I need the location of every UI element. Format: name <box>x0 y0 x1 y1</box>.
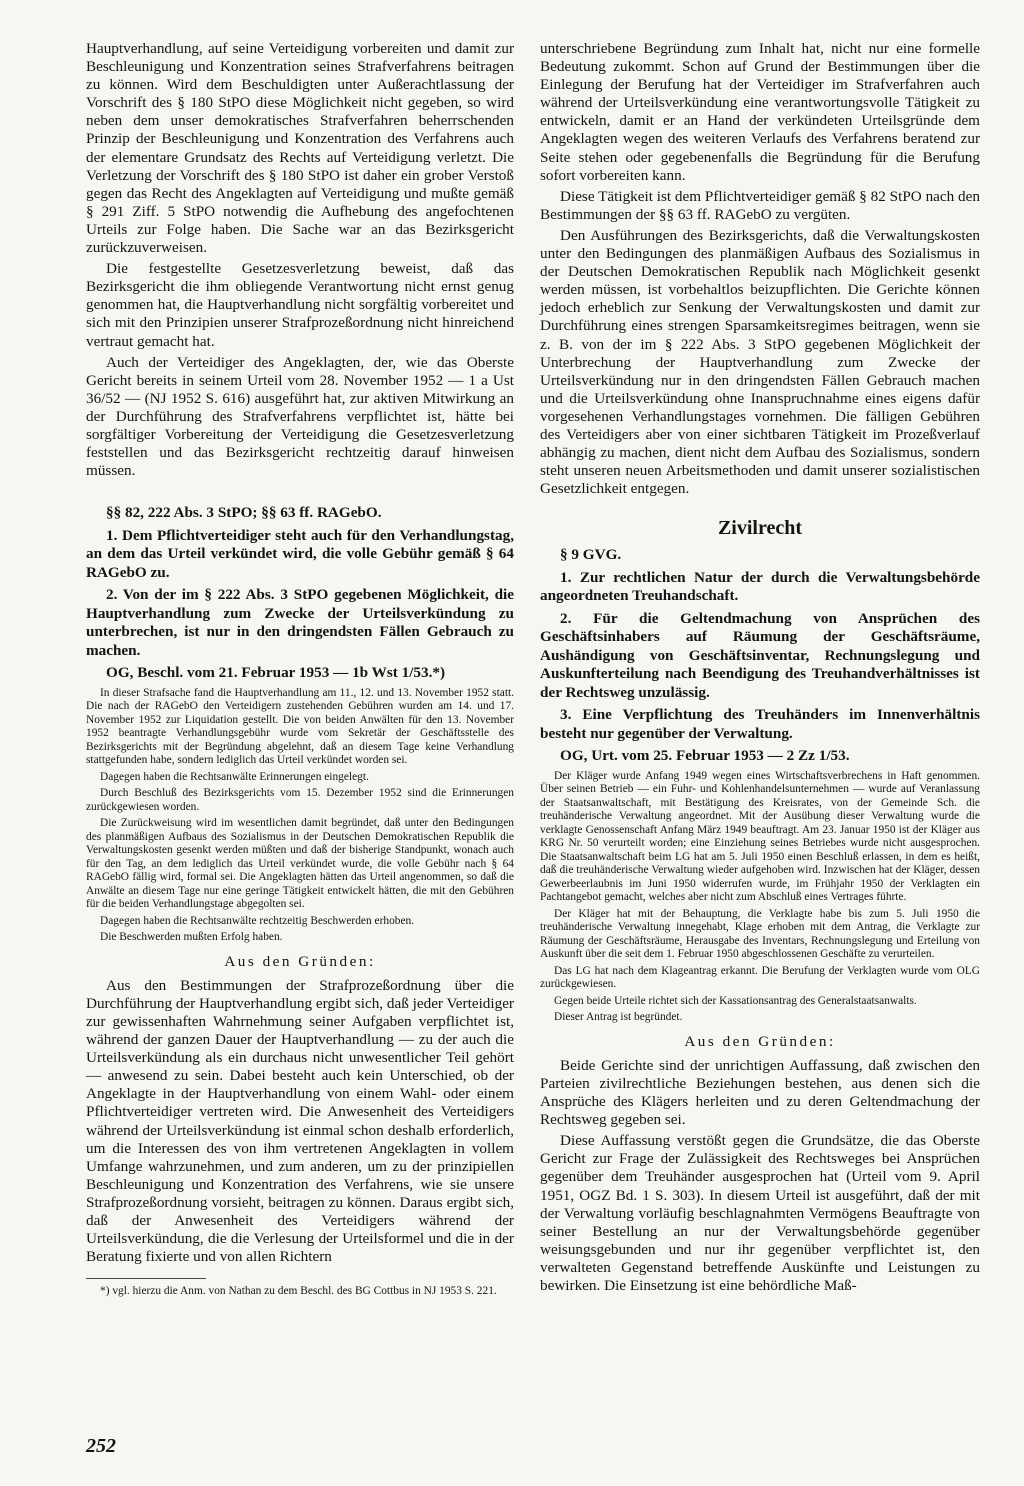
facts-paragraph: Gegen beide Urteile richtet sich der Kassationsantrag des Generalstaatsanwalts. <box>554 994 917 1007</box>
headnote: 2. Von der im § 222 Abs. 3 StPO gegebenen Möglichkeit, die Hauptverhandlung zum Zwecke der Urteilsverkündung zu unterbrechen, ist nur in den dringendsten Fällen Gebrauch zu machen. <box>86 586 514 659</box>
statute-reference: §§ 82, 222 Abs. 3 StPO; §§ 63 ff. RAGebO. <box>106 504 382 522</box>
reasons-heading: Aus den Gründen: <box>684 1032 836 1050</box>
headnote: 1. Zur rechtlichen Natur der durch die Verwaltungsbehörde angeordneten Treuhandschaft. <box>540 568 980 605</box>
right-column <box>540 40 980 1298</box>
footnote-divider <box>86 1278 206 1279</box>
decision-citation: OG, Beschl. vom 21. Februar 1953 — 1b Wst 1/53.*) <box>106 664 446 682</box>
decision-citation: OG, Urt. vom 25. Februar 1953 — 2 Zz 1/53. <box>560 747 850 765</box>
headnote: 2. Für die Geltendmachung von Ansprüchen des Geschäftsinhabers auf Räumung der Geschäftsräume, Aushändigung von Geschäftsinventar, Rechnungslegung und Auskunfterteilung nach Beendigung des Treuhandverhältnisses ist der Rechtsweg unzulässig. <box>540 609 980 701</box>
headnote: 3. Eine Verpflichtung des Treuhänders im Innenverhältnis besteht nur gegenüber der Verwaltung. <box>540 706 980 742</box>
facts-paragraph: In dieser Strafsache fand die Hauptverhandlung am 11., 12. und 13. November 1952 statt. Die nach der RAGebO den Verteidigern zustehenden Gebühren wurden am 14. und 17. November 1952 zur Liquidation gestellt. Die von beiden Anwälten für den 13. November 1952 beantragte Verhandlungsgebühr wurde vom Sekretär der Geschäftsstelle des Bezirksgerichts mit der Begründung abgelehnt, daß an diesem Tage keine Verhandlung stattgefunden habe, sondern lediglich das Urteil verkündet worden sei. <box>86 686 514 767</box>
paragraph: Beide Gerichte sind der unrichtigen Auffassung, daß zwischen den Parteien zivilrechtliche Beziehungen bestehen, aus denen sich die Ansprüche des Klägers herleiten und zu deren Geltendmachung der Rechtsweg gegeben sei. <box>540 1056 980 1129</box>
facts-paragraph: Dagegen haben die Rechtsanwälte rechtzeitig Beschwerden erhoben. <box>100 914 415 927</box>
paragraph: Diese Auffassung verstößt gegen die Grundsätze, die das Oberste Gericht zur Frage der Zulässigkeit des Rechtsweges bei Ansprüchen gegenüber dem Treuhänder ausgesprochen hat (Urteil vom 9. April 1951, OGZ Bd. 1 S. 303). In diesem Urteil ist ausgeführt, daß der mit der Verwaltung vorläufig beschlagnahmten Vermögens Beauftragte von seiner Bestellung an nur der Verwaltungsbehörde gegenüber weisungsgebunden und nur ihr gegenüber verpflichtet ist, den verwalteten Gegenstand betreffende Auskünfte und Leistungen zu bewirken. Die Einsetzung ist eine behördliche Maß- <box>540 1132 980 1294</box>
reasons-heading: Aus den Gründen: <box>224 952 376 970</box>
facts-paragraph: Dieser Antrag ist begründet. <box>554 1011 683 1024</box>
facts-paragraph: Durch Beschluß des Bezirksgerichts vom 15. Dezember 1952 sind die Erinnerungen zurückgewiesen worden. <box>86 787 514 813</box>
paragraph: Hauptverhandlung, auf seine Verteidigung vorbereiten und damit zur Beschleunigung und Konzentration seines Strafverfahrens beitragen zu können. Wird dem Beschuldigten unter Außerachtlassung der Vorschrift des § 180 StPO diese Möglichkeit nicht gegeben, so wird neben dem unser demokratisches Strafverfahren beherrschenden Prinzip der Beschleunigung und Konzentration des Verfahrens auch der elementare Grundsatz des Rechts auf Verteidigung verletzt. Die Verletzung der Vorschrift des § 180 StPO ist daher ein grober Verstoß gegen das Recht des Angeklagten auf Verteidigung und mußte gemäß § 291 Ziff. 5 StPO notwendig die Aufhebung des angefochtenen Urteils zur Folge haben. Die Sache war an das Bezirksgericht zurückzuverweisen. <box>86 40 514 257</box>
paragraph: Den Ausführungen des Bezirksgerichts, daß die Verwaltungskosten unter den Bedingungen des planmäßigen Aufbaus des Sozialismus in der Deutschen Demokratischen Republik nach Möglichkeit gesenkt werden müssen, ist vorbehaltlos beizupflichten. Die Gerichte können jedoch erheblich zur Senkung der Verwaltungskosten und damit zur Durchführung eines strengen Sparsamkeitsregimes beitragen, wenn sie z. B. von der im § 222 Abs. 3 StPO gegebenen Möglichkeit der Unterbrechung der Hauptverhandlung zum Zwecke der Urteilsverkündung nur in den dringendsten Fällen Gebrauch machen und die Urteilsverkündung ohne Inanspruchnahme eines eigens dafür vorgesehenen Verhandlungstages vornehmen. Die fälligen Gebühren des Verteidigers aber von einer sichtbaren Tätigkeit im Prozeßverlauf abhängig zu machen, dient nicht dem Aufbau des Sozialismus, sondern steht unseren neuen Arbeitsmethoden und damit unserer sozialistischen Gesetzlichkeit entgegen. <box>540 226 980 498</box>
facts-paragraph: Die Zurückweisung wird im wesentlichen damit begründet, daß unter den Bedingungen des planmäßigen Aufbaus des Sozialismus in der Deutschen Demokratischen Republik die Verwaltungskosten gesenkt werden müßten und daß der bisherige Standpunkt, wonach auch für den Tag, an dem lediglich das Urteil verkündet wurde, die volle Gebühr nach § 64 RAGebO fällig wird, formal sei. Die Angeklagten hätten das Urteil angenommen, so daß die Anwälte an diesem Tage nur eine geringe Tätigkeit entwickelt hätten, die mit den Gebühren für die beiden Verhandlungstage abgegolten sei. <box>86 817 514 911</box>
statute-reference: § 9 GVG. <box>560 546 622 564</box>
facts-paragraph: Das LG hat nach dem Klageantrag erkannt. Die Berufung der Verklagten wurde vom OLG zurückgewiesen. <box>540 964 980 991</box>
facts-paragraph: Der Kläger wurde Anfang 1949 wegen eines Wirtschaftsverbrechens in Haft genommen. Über seinen Betrieb — ein Fuhr- und Kohlenhandelsunternehmen — wurde auf Veranlassung der Staatsanwaltschaft, mit Bestätigung des Kreisrates, von der Gemeinde Sch. die treuhänderische Verwaltung angeordnet. Mit der Ausübung dieser Verwaltung wurde die verklagte Genossenschaft Anfang März 1949 beauftragt. Am 23. Januar 1950 ist der Kläger aus KRG Nr. 50 verurteilt worden; eine Einziehung seines Betriebes wurde nicht ausgesprochen. Die Staatsanwaltschaft beim LG hat am 5. Juli 1950 einen Beschluß erlassen, in dem es heißt, daß die treuhänderische Verwaltung wieder aufgehoben wird. Inzwischen hat der Kläger, dessen Gewerbeerlaubnis im Juni 1950 widerrufen wurde, im Frühjahr 1950 der Verklagten ein Pachtangebot gemacht, welches aber nicht zum Abschluß eines Vertrages führte. <box>540 769 980 904</box>
facts-paragraph: Dagegen haben die Rechtsanwälte Erinnerungen eingelegt. <box>100 770 369 783</box>
paragraph: unterschriebene Begründung zum Inhalt hat, nicht nur eine formelle Bedeutung zukommt. Schon auf Grund der Bestimmungen über die Einlegung der Berufung hat der Verteidiger im Strafverfahren auch während der Urteilsverkündung eine verantwortungsvolle Tätigkeit zu entwickeln, damit er an Hand der verkündeten Urteilsgründe dem Angeklagten wegen des weiteren Verlaufs des Verfahrens beratend zur Seite stehen oder gegebenenfalls die Begründung für die Berufung sofort vorbereiten kann. <box>540 40 980 184</box>
paragraph: Die festgestellte Gesetzesverletzung beweist, daß das Bezirksgericht die ihm obliegende Verantwortung nicht ernst genug genommen hat, die Hauptverhandlung nicht sorgfältig vorbereitet und sich mit den Prinzipien unserer Strafprozeßordnung nicht hinreichend vertraut gemacht hat. <box>86 260 514 350</box>
facts-paragraph: Der Kläger hat mit der Behauptung, die Verklagte habe bis zum 5. Juli 1950 die treuhänderische Verwaltung innegehabt, Klage erhoben mit dem Antrag, die Verklagte zur Räumung der Geschäftsräume, Herausgabe des Inventars, Rechnungslegung und Erteilung von Auskunft über die seit dem 1. Februar 1950 abgeschlossenen Geschäfte zu verurteilen. <box>540 907 980 961</box>
paragraph: Auch der Verteidiger des Angeklagten, der, wie das Oberste Gericht bereits in seinem Urteil vom 28. November 1952 — 1 a Ust 36/52 — (NJ 1952 S. 616) ausgeführt hat, zur aktiven Mitwirkung an der Durchführung des Strafverfahrens verpflichtet ist, hätte bei sorgfältiger Vorbereitung der Verteidigung die Gesetzesverletzung feststellen und das Bezirksgericht rechtzeitig darauf hinweisen müssen. <box>86 353 514 480</box>
footnote: *) vgl. hierzu die Anm. von Nathan zu dem Beschl. des BG Cottbus in NJ 1953 S. 221. <box>100 1285 497 1298</box>
paragraph: Aus den Bestimmungen der Strafprozeßordnung über die Durchführung der Hauptverhandlung ergibt sich, daß jeder Verteidiger zur gewissenhaften Wahrnehmung seiner Aufgaben verpflichtet ist, während der ganzen Dauer der Hauptverhandlung — zu der auch die Urteilsverkündung als ein durchaus nicht unwesentlicher Teil gehört — anwesend zu sein. Dabei besteht auch kein Unterschied, ob der Angeklagte in der Hauptverhandlung von einem Wahl- oder einem Pflichtverteidiger vertreten wird. Die Anwesenheit des Verteidigers während der Urteilsverkündung ist einmal schon deshalb erforderlich, um die Interessen des von ihm vertretenen Angeklagten in vollem Umfange wahrzunehmen, und zum anderen, um zu der prinzipiellen Beschleunigung und Konzentration des Verfahrens, wie sie unsere Strafprozeßordnung vorsieht, beitragen zu können. Daraus ergibt sich, daß der Anwesenheit des Verteidigers während der Urteilsverkündung, die die Verlesung der Urteilsformel und die in der Beratung fixierte und von allen Richtern <box>86 976 514 1266</box>
facts-paragraph: Die Beschwerden mußten Erfolg haben. <box>100 931 283 944</box>
page-number: 252 <box>86 1435 116 1457</box>
section-title: Zivilrecht <box>717 517 803 540</box>
headnote: 1. Dem Pflichtverteidiger steht auch für den Verhandlungstag, an dem das Urteil verkündet wird, die volle Gebühr gemäß § 64 RAGebO zu. <box>86 526 514 581</box>
paragraph: Diese Tätigkeit ist dem Pflichtverteidiger gemäß § 82 StPO nach den Bestimmungen der §§ 63 ff. RAGebO zu vergüten. <box>540 187 980 223</box>
left-column <box>86 40 514 1299</box>
